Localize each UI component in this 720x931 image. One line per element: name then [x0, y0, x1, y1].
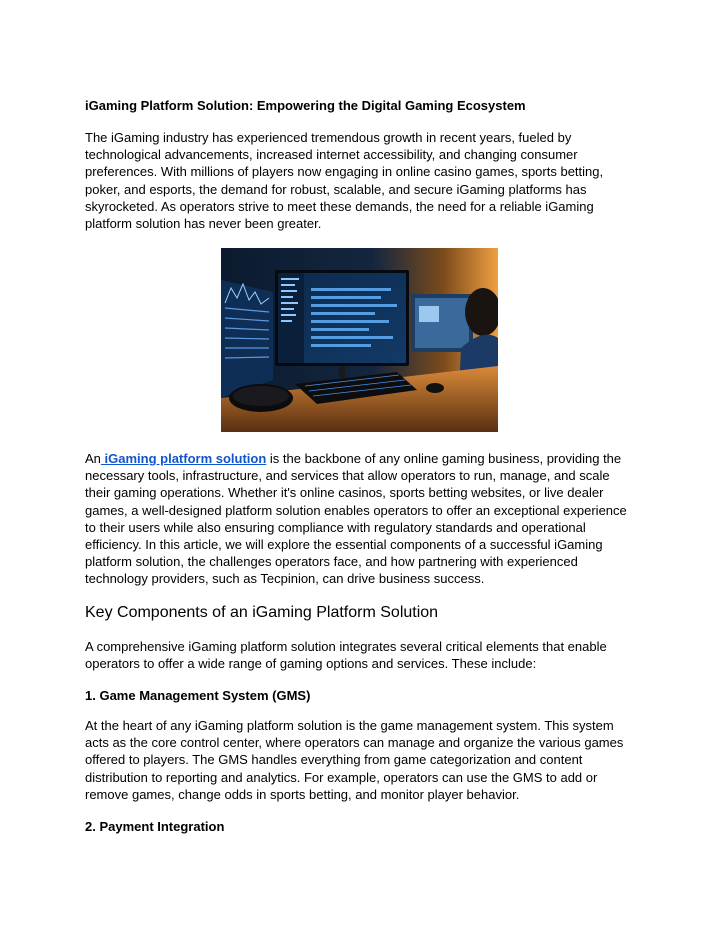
document-title: iGaming Platform Solution: Empowering the Digital Gaming Ecosystem [85, 98, 526, 113]
gaming-desk-illustration [221, 248, 498, 432]
components-intro-paragraph: A comprehensive iGaming platform solution integrates several critical elements that enable operators to offer a wide range of gaming options and services. These include: [85, 639, 607, 672]
gms-paragraph: At the heart of any iGaming platform solution is the game management system. This system acts as the core control center, where operators can manage and organize the various games offered to players. The GMS handles everything from game categorization and content distribution to reporting and analytics. For example, operators can use the GMS to add or remove games, change odds in sports betting, and monitor player behavior. [85, 718, 624, 802]
paragraph-body: is the backbone of any online gaming business, providing the necessary tools, infrastructure, and services that allow operators to run, manage, and scale their gaming operations. Whether it's online casinos, sports betting websites, or live dealer games, a well-designed platform solution enables operators to offer an exceptional experience to their users while also ensuring compliance with regulatory standards and operational efficiency. In this article, we will explore the essential components of a successful iGaming platform solution, the challenges operators face, and how partnering with experienced technology providers, such as Tecpinion, can drive business success. [85, 451, 627, 587]
platform-overview-paragraph [85, 450, 630, 588]
intro-paragraph: The iGaming industry has experienced tremendous growth in recent years, fueled by technological advancements, increased internet accessibility, and changing consumer preferences. With millions of players now engaging in online casino games, sports betting, poker, and esports, the demand for robust, scalable, and secure iGaming platforms has skyrocketed. As operators strive to meet these demands, the need for a reliable iGaming platform solution has never been greater. [85, 130, 604, 232]
subheading-payment: 2. Payment Integration [85, 819, 225, 834]
subheading-gms: 1. Game Management System (GMS) [85, 688, 311, 703]
hero-image [221, 248, 498, 432]
section-heading-components: Key Components of an iGaming Platform Solution [85, 604, 439, 621]
paragraph-prefix: An [85, 451, 101, 466]
igaming-platform-link[interactable]: iGaming platform solution [100, 451, 267, 466]
